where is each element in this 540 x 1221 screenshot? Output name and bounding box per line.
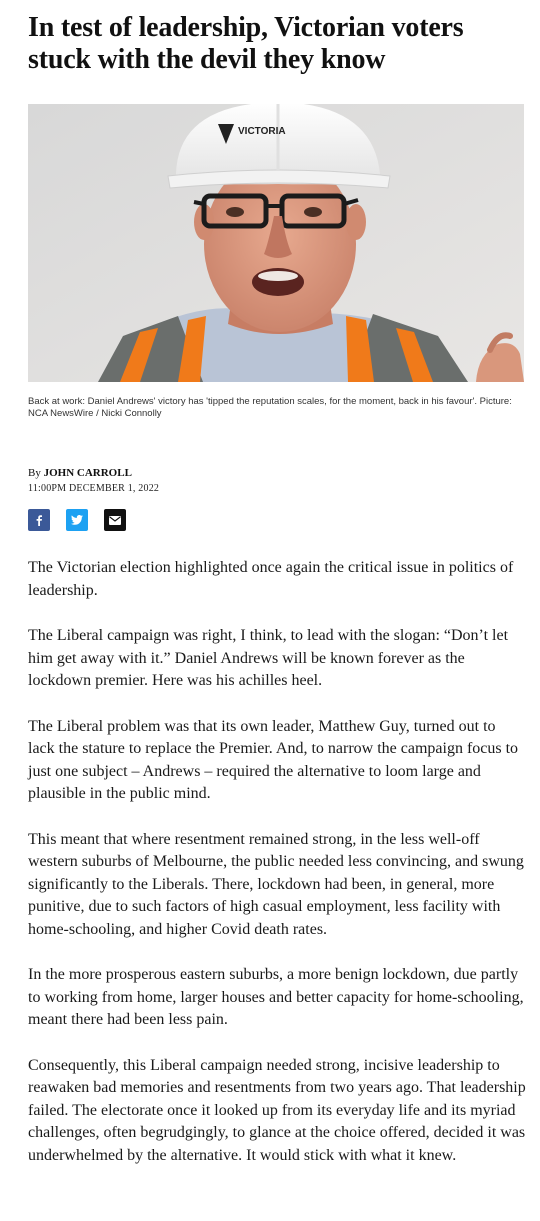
article-photo	[28, 104, 524, 382]
body-paragraph: The Liberal problem was that its own leader, Matthew Guy, turned out to lack the stature to replace the Premier. And, to narrow the campaign focus to just one subject – Andrews – required the alternative to loom large and plausible in the public mind.	[28, 717, 519, 802]
body-paragraph: Consequently, this Liberal campaign needed strong, incisive leadership to reawaken bad memories and resentments from two years ago. That leadership failed. The electorate once it looked up from its everyday life and its myriad challenges, often begrudgingly, to glance at the choice offered, decided it was underwhelmed by the alternative. It would stick with what it knew.	[28, 1056, 526, 1164]
share-buttons	[28, 509, 126, 531]
facebook-share-button[interactable]	[28, 509, 50, 531]
body-paragraph: In the more prosperous eastern suburbs, a more benign lockdown, due partly to working from home, larger houses and better capacity for home-schooling, meant there had been less pain.	[28, 966, 524, 1028]
byline	[28, 466, 132, 480]
email-share-button[interactable]	[104, 509, 126, 531]
email-icon	[109, 516, 121, 525]
body-paragraph: This meant that where resentment remained strong, in the less well-off western suburbs of Melbourne, the public needed less convincing, and swung significantly to the Liberals. There, lockdown had been, in general, more punitive, due to such factors of high casual employment, less facility with home-schooling, and higher Covid death rates.	[28, 830, 524, 938]
body-paragraph: The Liberal campaign was right, I think, to lead with the slogan: “Don’t let him get away with it.” Daniel Andrews will be known forever as the lockdown premier. Here was his achilles heel.	[28, 627, 509, 689]
publish-date: 11:00PM DECEMBER 1, 2022	[28, 483, 160, 494]
twitter-icon	[71, 515, 83, 525]
body-paragraph: The Victorian election highlighted once again the critical issue in politics of leadership.	[28, 559, 514, 599]
facebook-icon	[34, 514, 44, 526]
byline-prefix: By	[28, 467, 41, 479]
headline: In test of leadership, Victorian voters stuck with the devil they know	[28, 12, 464, 75]
helmet-logo-text: VICTORIA	[238, 126, 286, 137]
photo-illustration	[28, 104, 524, 382]
article-body	[28, 557, 526, 1190]
twitter-share-button[interactable]	[66, 509, 88, 531]
author-link[interactable]: JOHN CARROLL	[43, 467, 132, 479]
photo-caption: Back at work: Daniel Andrews' victory has 'tipped the reputation scales, for the moment, back in his favour'. Picture: NCA NewsWire / Nicki Connolly	[28, 396, 512, 419]
